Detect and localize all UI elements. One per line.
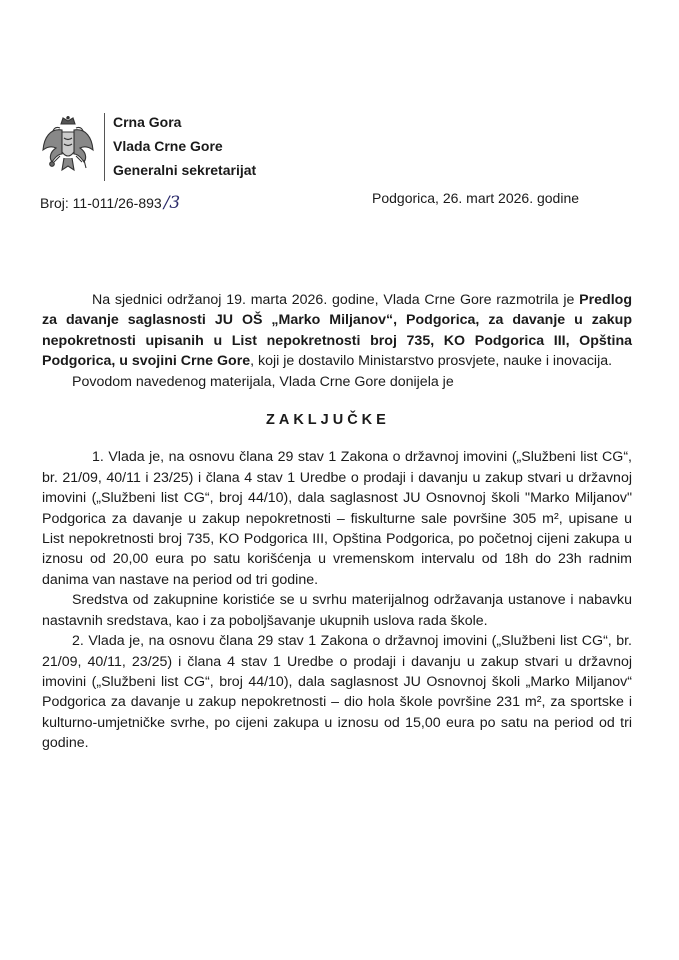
reference-handwritten: /3 (163, 193, 181, 213)
conclusion-1: 1. Vlada je, na osnovu člana 29 stav 1 Zakona o državnoj imovini („Službeni list CG“, br. 21/09, 40/11 i 23/25) i člana 4 stav 1 Uredbe o prodaji i davanju u zakup stvari u državnoj imovini („Službeni list CG“, broj 44/10), dala saglasnost JU Osnovnoj školi "Marko Miljanov" Podgorica za davanje u zakup nepokretnosti – fiskulturne sale površine 305 m², upisane u List nepokretnosti broj 735, KO Podgorica III, Opština Podgorica, po početnoj cijeni zakupa u iznosu od 20,00 eura po satu korišćenja u vremenskom intervalu od 18h do 23h radnim danima van nastave na period od tri godine. (42, 449, 632, 588)
document-date: Podgorica, 26. mart 2026. godine (372, 190, 580, 206)
conclusion-2: 2. Vlada je, na osnovu člana 29 stav 1 Zakona o državnoj imovini („Službeni list CG“, br. 21/09, 40/11, 23/25) i člana 4 stav 1 Uredbe o prodaji i davanju u zakup stvari u državnoj imovini („Službeni list CG“, broj 44/10), dala saglasnost JU Osnovnoj školi „Marko Miljanov“ Podgorica za davanje u zakup nepokretnosti – dio hola škole površine 231 m², za sportske i kulturno-umjetničke svrhe, po cijeni zakupa u iznosu od 15,00 eura po satu na period od tri godine. (42, 633, 632, 752)
org-government: Vlada Crne Gore (113, 138, 223, 154)
reference-number (40, 193, 180, 213)
intro-paragraph: Na sjednici održanoj 19. marta 2026. godine, Vlada Crne Gore razmotrila je Predlog za davanje saglasnosti JU OŠ „Marko Miljanov“, Podgorica, za davanje u zakup nepokretnosti upisanih u List nepokretnosti broj 735, KO Podgorica III, Opština Podgorica, u svojini Crne Gore, koji je dostavilo Ministarstvo prosvjete, nauke i inovacija. (42, 292, 632, 370)
coat-of-arms-icon (40, 116, 96, 178)
document-body (42, 290, 632, 754)
header-divider (104, 113, 105, 181)
organization-block (113, 110, 256, 182)
reference-number-text: Broj: 11-011/26-893 (40, 195, 162, 211)
org-secretariat: Generalni sekretarijat (113, 162, 257, 178)
intro-paragraph-2: Povodom navedenog materijala, Vlada Crne Gore donijela je (72, 373, 454, 390)
conclusion-1-funds: Sredstva od zakupnine koristiće se u svrhu materijalnog održavanja ustanove i nabavku nastavnih sredstava, kao i za poboljšavanje ukupnih uslova rada škole. (42, 592, 632, 629)
proposal-title: Predlog za davanje saglasnosti JU OŠ „Marko Miljanov“, Podgorica, za davanje u zakup nepokretnosti upisanih u List nepokretnosti broj 735, KO Podgorica III, Opština Podgorica, u svojini Crne Gore (42, 292, 632, 370)
section-heading: ZAKLJUČKE (266, 412, 390, 429)
org-country: Crna Gora (113, 114, 182, 130)
